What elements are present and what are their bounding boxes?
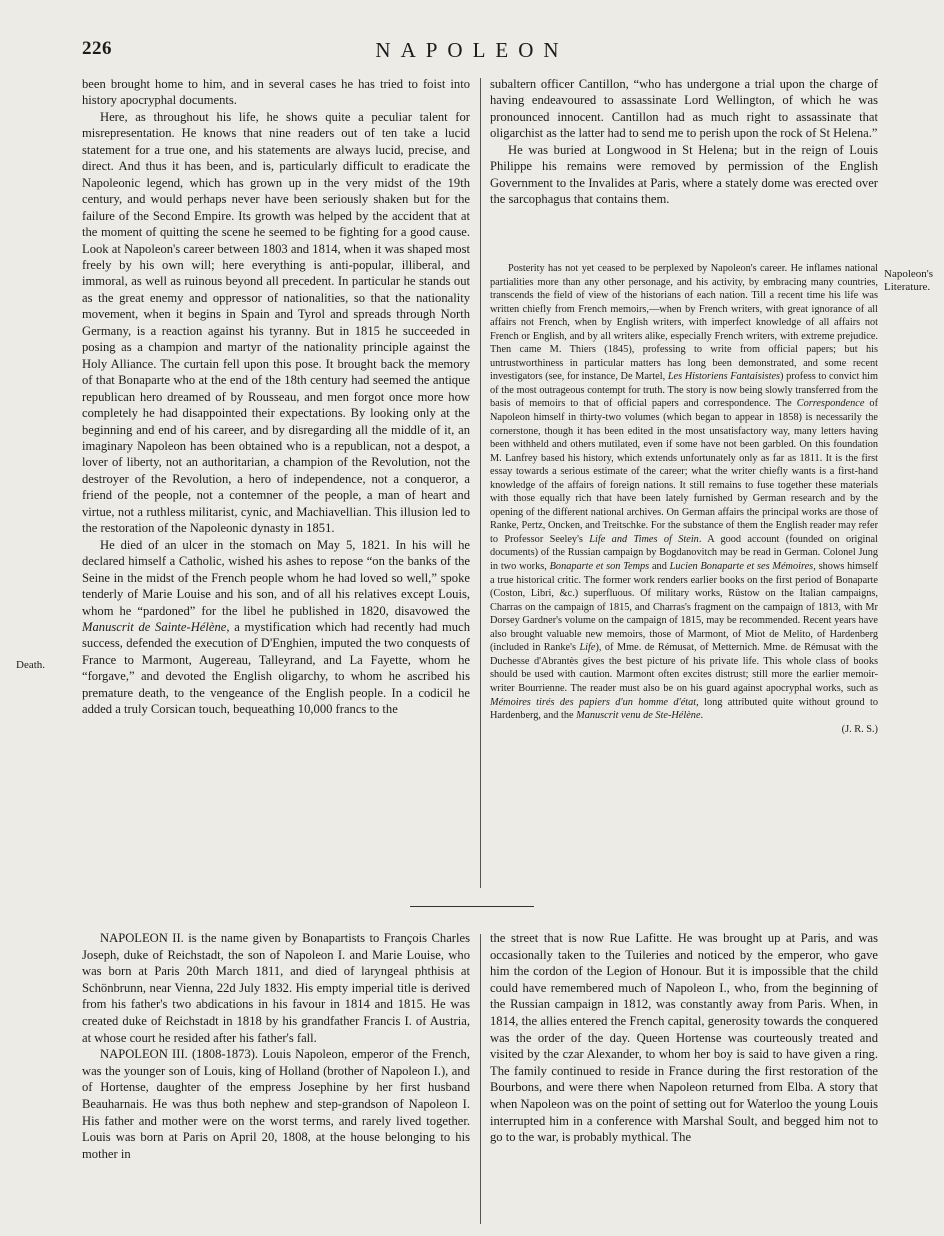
section-divider [410, 906, 534, 907]
text-run: ), of Mme. de Rémusat, of Metternich. Mme. de Rémusat with the Duchesse d'Abrantès gives the best picture of his private life. This whole class of books should be used with caution. Marmont often excites distrust; still more the earlier memoir-writer Bourrienne. The reader must also be on his guard against apocryphal works, such as [490, 642, 878, 694]
napoleon-ii-entry: NAPOLEON II. is the name given by Bonapartists to François Charles Joseph, duke of Reichstadt, the son of Napoleon I. and Marie Louise, who was born at Paris 20th March 1811, and died of laryngeal phthisis at Schönbrunn, near Vienna, 22d July 1832. His empty imperial title is derived from his father's two abdications in his favour in 1814 and 1815. He was created duke of Reichstadt in 1818 by his grandfather Francis I. of Austria, at whose court he resided after his father's fall. [82, 931, 470, 1045]
title-run: Bonaparte et son Temps [549, 561, 650, 573]
paragraph: been brought home to him, and in several cases he has tried to foist into history apocryphal documents. [82, 77, 470, 108]
paragraph: the street that is now Rue Lafitte. He was brought up at Paris, and was occasionally taken to the Tuileries and noticed by the emperor, who gave him the cordon of the Legion of Honour. But it is impossible that the child could have remembered much of Napoleon I., who, from the beginning of the Russian campaign in 1812, was constantly away from Paris. When, in 1814, the allies entered the French capital, generosity towards the conquered was the order of the day. Queen Hortense was courteously treated and visited by the czar Alexander, to whom her boy is said to have given a ring. The family continued to reside in France during the first restoration of the Bourbons, and were there when Napoleon returned from Elba. A story that when Napoleon was on the point of setting out for Waterloo the young Louis interrupted him in a conference with Marshal Soult, and begged him not to go to the war, is probably mythical. The [490, 931, 878, 1145]
title-run: Manuscrit de Sainte-Hélène [82, 619, 227, 634]
upper-right-column [490, 76, 878, 208]
lower-left-column [82, 930, 470, 1162]
title-run: Lucien Bonaparte et ses Mémoires [669, 561, 814, 573]
literature-note [490, 262, 878, 736]
paragraph-death [82, 537, 470, 718]
title-run: Correspondence [796, 398, 865, 410]
text-run: and [649, 561, 670, 573]
title-run: Life [579, 642, 596, 654]
author-signature: (J. R. S.) [841, 723, 878, 735]
text-run: , long attributed quite without ground to Hardenberg, and the [490, 696, 878, 722]
page-number: 226 [82, 38, 112, 59]
text-run: , shows himself a true historical critic. The former work renders earlier books on the first period of Bonaparte (Coston, Libri, &c.) superfluous. Of military works, Rüstow on the Italian campaigns, Charras on the campaign of 1815, and Charras's fragment on the campaign of 1813, with Mr Dorsey Gardner's volume on the campaign of 1815, may be recommended. Recent years have also brought valuable new memoirs, those of Marmont, of Miot de Melito, of Hardenberg (included in Ranke's [490, 561, 879, 654]
text-run: . A good account (founded on original documents) of the Russian campaign by Bogdanovitch may be read in German. Colonel Jung in two works, [490, 533, 878, 573]
margin-note-literature: Napoleon's Literature. [884, 268, 934, 293]
text-run: , a mystification which had recently had much success, defended the execution of D'Enghien, imputed the two conquests of France to Marmont, Augereau, Talleyrand, and La Fayette, whom he “forgave,” and devoted the English oligarchy, to whom he ascribed his premature death, to the vengeance of the English people. In a codicil he added a truly Corsican touch, bequeathing 10,000 francs to the [82, 619, 470, 717]
text-run: of Napoleon himself in thirty-two volumes (which began to appear in 1858) is necessarily the cornerstone, though it has been edited in the most unsatisfactory way, many letters having been withheld and others mutilated, even if some have not been garbled. On this foundation M. Lanfrey based his history, which extends unfortunately only as far as 1811. It is the first essay towards a serious estimate of the career; what the writer chiefly wants is a first-hand knowledge of the affairs of foreign nations. It still remains to fuse together these materials with those equally rich that have been lately furnished by German research and by the opening of the different national archives. On German affairs the principal works are those of Ranke, Pertz, Oncken, and Treitschke. For the substance of them the English reader may refer to Professor Seeley's [490, 398, 879, 545]
text-run: . [700, 710, 704, 722]
column-rule-upper [480, 78, 481, 888]
paragraph: He was buried at Longwood in St Helena; but in the reign of Louis Philippe his remains were removed by permission of the English Government to the Invalides at Paris, where a stately dome was erected over the sarcophagus that contains them. [490, 142, 878, 207]
column-rule-lower [480, 934, 481, 1224]
text-run: ) profess to convict him of the most outrageous contempt for truth. The story is now being slowly transferred from the basis of memoirs to that of official papers and correspondence. The [490, 371, 878, 410]
upper-left-column [82, 76, 470, 718]
title-run: Les Historiens Fantaisistes [667, 371, 781, 383]
lower-right-column [490, 930, 878, 1146]
text-run: He died of an ulcer in the stomach on May 5, 1821. In his will he declared himself a Catholic, wished his ashes to repose “on the banks of the Seine in the midst of the French people whom he had loved so well,” spoke tenderly of Marie Louise and his son, and of all his relatives except Louis, whom he “pardoned” for the libel he published in 1820, disavowed the [82, 537, 470, 618]
title-run: Manuscrit venu de Ste-Hélène [576, 710, 701, 722]
running-head: NAPOLEON [375, 38, 569, 62]
napoleon-iii-entry: NAPOLEON III. (1808-1873). Louis Napoleon, emperor of the French, was the younger son of Louis, king of Holland (brother of Napoleon I.), and of Hortense, daughter of the empress Josephine by her first husband Beauharnais. He was thus both nephew and step-grandson of Napoleon I. His father and mother were on the worst terms, and rarely lived together. Louis was born at Paris on April 20, 1808, at the house belonging to his mother in [82, 1047, 470, 1161]
paragraph: Here, as throughout his life, he shows quite a peculiar talent for misrepresentation. He knows that nine readers out of ten take a lucid statement for a true one, and his statements are always lucid, precise, and direct. And thus it has been, and is, particularly difficult to eradicate the Napoleonic legend, which has grown up in the very midst of the 19th century, and would perhaps never have been seriously shaken but for the failure of the Second Empire. Its growth was helped by the accident that at the moment of quitting the scene he seemed to be fighting for a good cause. Look at Napoleon's career between 1803 and 1814, when it was shaped most freely by his own will; here everything is anti-popular, illiberal, and immoral, as well as ruinous beyond all precedent. In particular he stands out as the great enemy and oppressor of nationalities, so that the nationality movement, when it begins in Spain and Tyrol and spreads through North Germany, is a reaction against his tyranny. But in 1815 he succeeded in posing as a champion and martyr of the nationality principle against the Holy Alliance. The curtain fell upon this pose. It brought back the memory of that Bonaparte who at the end of the 18th century had seemed the antique republican hero dreamed of by Rousseau, and men forgot once more how completely he had disappointed their expectations. By looking only at the beginning and end of his career, and by disregarding all the middle of it, an imaginary Napoleon has been obtained who is a republican, not a despot, a lover of liberty, not an authoritarian, a champion of the Revolution, not the destroyer of the Revolution, a hero of independence, not a conqueror, a friend of the people, not a contemner of the people, a man of heart and virtue, not a ruthless militarist, cynic, and Machiavellian. This illusion led to the restoration of the Napoleonic dynasty in 1851. [82, 109, 470, 536]
literature-paragraph [490, 262, 878, 723]
paragraph: subaltern officer Cantillon, “who has undergone a trial upon the charge of having endeavoured to assassinate Lord Wellington, of which he was pronounced innocent. Cantillon had as much right to assassinate that oligarchist as the latter had to send me to perish upon the rock of St Helena.” [490, 77, 878, 141]
text-run: Posterity has not yet ceased to be perplexed by Napoleon's career. He inflames national partialities more than any other personage, and his activity, by embracing many countries, transcends the field of view of the historians of each nation. Till a recent time his life was written chiefly from French memoirs,—when by French writers, with great ignorance of all affairs not French, when by English writers, with imperfect knowledge of all affairs not French or English, and by all writers alike, especially French writers, with extreme prejudice. Then came M. Thiers (1845), professing to write from official papers; but his untrustworthiness in particular matters has long been demonstrated, and some recent investigators (see, for instance, De Martel, [490, 263, 878, 383]
title-run: Mémoires tirés des papiers d'un homme d'état [490, 696, 697, 708]
margin-note-death: Death. [16, 659, 46, 671]
title-run: Life and Times of Stein [589, 533, 699, 545]
